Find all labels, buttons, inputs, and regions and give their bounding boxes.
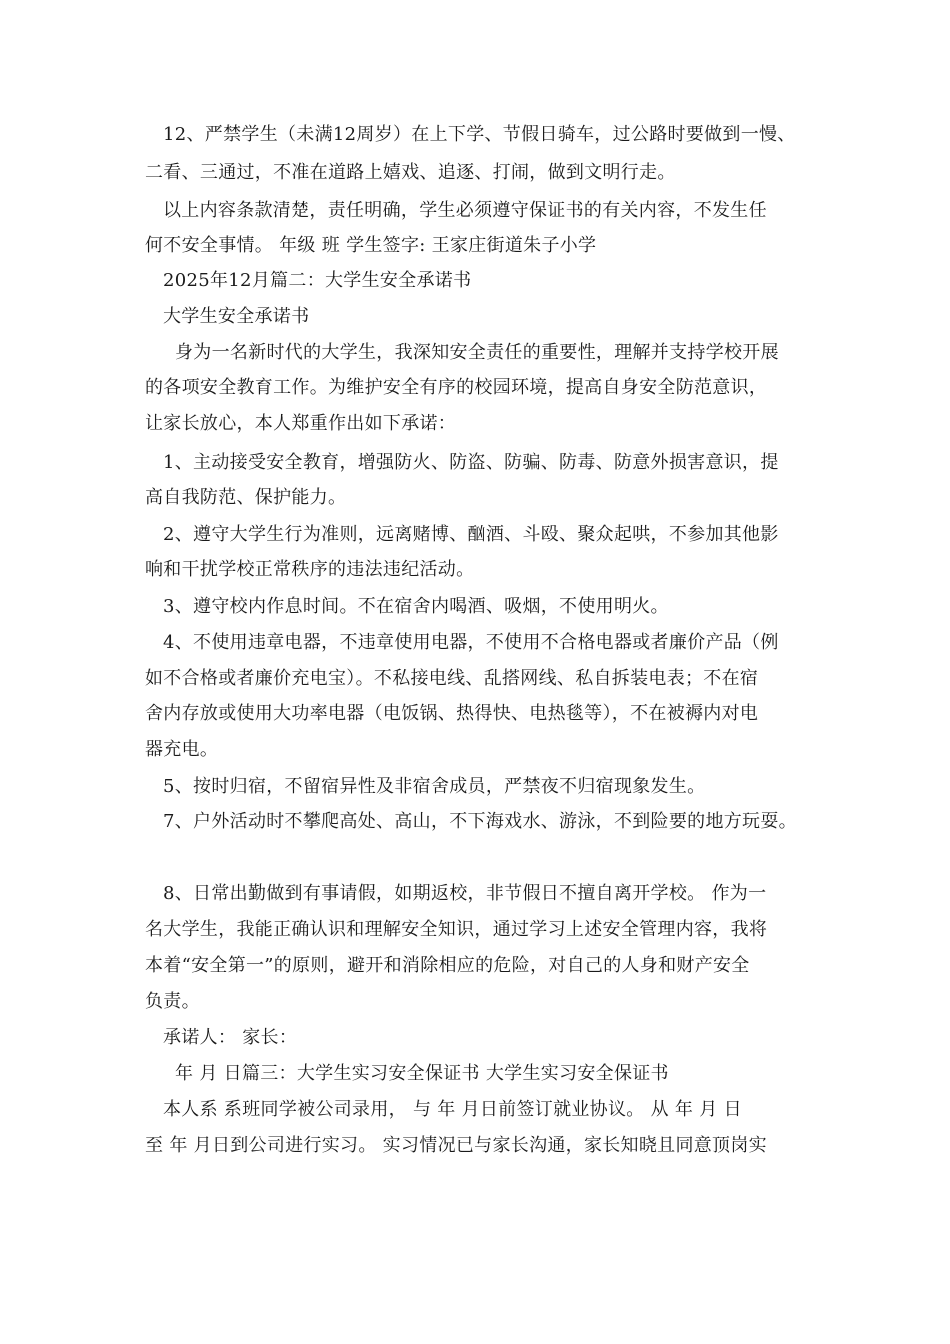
text-line: 让家长放心，本人郑重作出如下承诺： [145, 413, 457, 434]
text-line: 响和干扰学校正常秩序的违法违纪活动。 [145, 559, 475, 580]
text-line: 舍内存放或使用大功率电器（电饭锅、热得快、电热毯等），不在被褥内对电 [145, 703, 759, 724]
text-line: 器充电。 [145, 739, 219, 760]
text-line: 本着“安全第一”的原则，避开和消除相应的危险，对自己的人身和财产安全 [145, 955, 750, 976]
text-line: 二看、三通过，不准在道路上嬉戏、追逐、打闹，做到文明行走。 [145, 162, 676, 183]
text-line: 负责。 [145, 991, 200, 1012]
text-line: 的各项安全教育工作。为维护安全有序的校园环境，提高自身安全防范意识， [145, 377, 768, 398]
text-line: 12、严禁学生（未满12周岁）在上下学、节假日骑车，过公路时要做到一慢、 [163, 124, 796, 145]
text-line: 1、主动接受安全教育，增强防火、防盗、防骗、防毒、防意外损害意识，提 [163, 452, 779, 473]
text-line: 7、户外活动时不攀爬高处、高山，不下海戏水、游泳，不到险要的地方玩耍。 [163, 811, 797, 832]
signature-line: 承诺人： 家长： [163, 1027, 298, 1048]
text-line: 本人系 系班同学被公司录用， 与 年 月日前签订就业协议。 从 年 月 日 [163, 1099, 742, 1120]
section-title: 大学生安全承诺书 [163, 306, 310, 327]
text-line: 3、遵守校内作息时间。不在宿舍内喝酒、吸烟，不使用明火。 [163, 596, 669, 617]
text-line: 2025年12月篇二：大学生安全承诺书 [163, 270, 472, 291]
text-line: 4、不使用违章电器，不违章使用电器，不使用不合格电器或者廉价产品（例 [163, 632, 779, 653]
text-line: 如不合格或者廉价充电宝）。不私接电线、乱搭网线、私自拆装电表；不在宿 [145, 668, 759, 689]
text-line: 名大学生，我能正确认识和理解安全知识，通过学习上述安全管理内容，我将 [145, 919, 768, 940]
text-line: 2、遵守大学生行为准则，远离赌博、酗酒、斗殴、聚众起哄，不参加其他影 [163, 524, 779, 545]
text-line: 年 月 日篇三：大学生实习安全保证书 大学生实习安全保证书 [175, 1063, 669, 1084]
text-line: 高自我防范、保护能力。 [145, 487, 347, 508]
text-line: 身为一名新时代的大学生，我深知安全责任的重要性，理解并支持学校开展 [175, 342, 779, 363]
text-line: 5、按时归宿，不留宿异性及非宿舍成员，严禁夜不归宿现象发生。 [163, 776, 706, 797]
text-line: 何不安全事情。 年级 班 学生签字: 王家庄街道朱子小学 [145, 235, 597, 256]
text-line: 至 年 月日到公司进行实习。 实习情况已与家长沟通，家长知晓且同意顶岗实 [145, 1135, 767, 1156]
text-line: 以上内容条款清楚，责任明确，学生必须遵守保证书的有关内容，不发生任 [163, 200, 767, 221]
text-line: 8、日常出勤做到有事请假，如期返校，非节假日不擅自离开学校。 作为一 [163, 883, 767, 904]
